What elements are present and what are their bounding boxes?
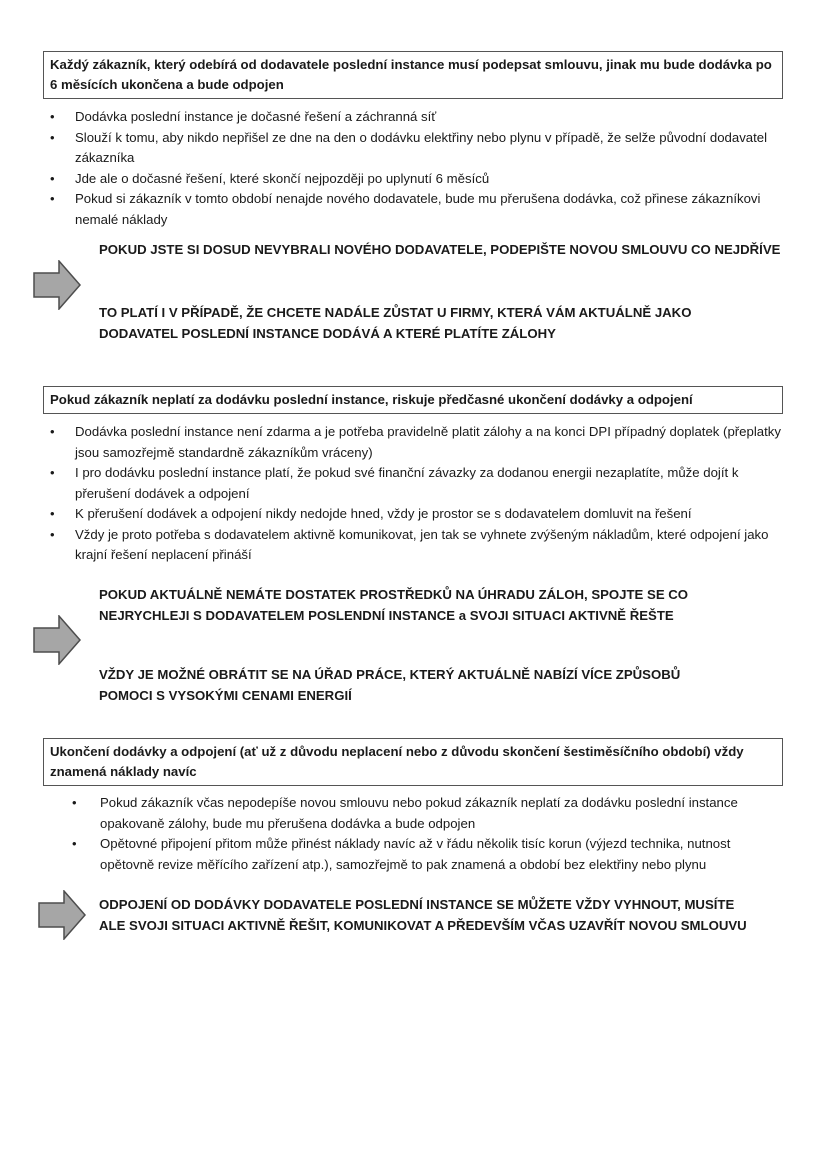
right-arrow-icon xyxy=(33,260,81,310)
list-item: • Slouží k tomu, aby nikdo nepřišel ze dne na den o dodávku elektřiny nebo plynu v případě, že selže původní dodavatel zákazníka xyxy=(50,129,768,165)
bullet-icon: • xyxy=(50,170,55,186)
list-item: • Pokud si zákazník v tomto období nenajde nového dodavatele, bude mu přerušena dodávka, což přinese zákazníkovi nemalé náklady xyxy=(50,191,761,227)
bullet-icon: • xyxy=(50,424,55,439)
section-2-bullet-list xyxy=(50,422,785,566)
list-item: • Pokud zákazník včas nepodepíše novou smlouvu nebo pokud zákazník neplatí za dodávku poslední instance opakovaně zálohy, bude mu přerušena dodávka a bude odpojen xyxy=(72,795,738,831)
bullet-icon: • xyxy=(50,506,55,521)
section-1-callout-1: POKUD JSTE SI DOSUD NEVYBRALI NOVÉHO DODAVATELE, PODEPIŠTE NOVOU SMLOUVU CO NEJDŘÍVE xyxy=(99,242,781,257)
bullet-icon: • xyxy=(50,526,55,542)
section-2-callout-1: POKUD AKTUÁLNĚ NEMÁTE DOSTATEK PROSTŘEDKŮ NA ÚHRADU ZÁLOH, SPOJTE SE CO NEJRYCHLEJI S DODAVATELEM POSLENDNÍ INSTANCE a SVOJI SITUACI AKTIVNĚ ŘEŠTE xyxy=(99,587,689,623)
list-item: • Dodávka poslední instance není zdarma a je potřeba pravidelně platit zálohy a na konci DPI případný doplatek (přeplatky jsou samozřejmě standardně zákazníkům vráceny) xyxy=(50,424,781,460)
right-arrow-icon xyxy=(33,615,81,665)
list-item: • Vždy je proto potřeba s dodavatelem aktivně komunikovat, jen tak se vyhnete zvýšeným nákladům, které odpojení jako krajní řešení neplacení přináší xyxy=(50,526,769,562)
bullet-icon: • xyxy=(50,191,55,206)
bullet-icon: • xyxy=(50,465,55,480)
bullet-icon: • xyxy=(72,795,77,810)
bullet-icon: • xyxy=(50,109,55,124)
section-1-callout-2: TO PLATÍ I V PŘÍPADĚ, ŽE CHCETE NADÁLE ZŮSTAT U FIRMY, KTERÁ VÁM AKTUÁLNĚ JAKO DODAVATEL POSLEDNÍ INSTANCE DODÁVÁ A KTERÉ PLATÍTE ZÁLOHY xyxy=(99,305,692,341)
section-2-callout-2: VŽDY JE MOŽNÉ OBRÁTIT SE NA ÚŘAD PRÁCE, KTERÝ AKTUÁLNĚ NABÍZÍ VÍCE ZPŮSOBŮ POMOCI S VYSOKÝMI CENAMI ENERGIÍ xyxy=(99,667,681,703)
right-arrow-icon xyxy=(38,890,86,940)
list-item: • Opětovné připojení přitom může přinést náklady navíc až v řádu několik tisíc korun (výjezd technika, nutnost opětovně revize měřícího zařízení atp.), samozřejmě to pak znamená a období bez elektřiny nebo plynu xyxy=(72,836,731,872)
bullet-icon: • xyxy=(72,836,77,851)
list-item: • Dodávka poslední instance je dočasné řešení a záchranná síť xyxy=(50,107,785,128)
section-2-header: Pokud zákazník neplatí za dodávku poslední instance, riskuje předčasné ukončení dodávky a odpojení xyxy=(43,386,783,414)
section-3-bullet-list xyxy=(52,793,785,875)
list-item: • Jde ale o dočasné řešení, které skončí nejpozději po uplynutí 6 měsíců xyxy=(50,169,785,190)
section-1-header: Každý zákazník, který odebírá od dodavatele poslední instance musí podepsat smlouvu, jinak mu bude dodávka po 6 měsících ukončena a bude odpojen xyxy=(43,51,783,99)
section-3-callout-1: ODPOJENÍ OD DODÁVKY DODAVATELE POSLEDNÍ INSTANCE SE MŮŽETE VŽDY VYHNOUT, MUSÍTE ALE SVOJI SITUACI AKTIVNĚ ŘEŠIT, KOMUNIKOVAT A PŘEDEVŠÍM VČAS UZAVŘÍT NOVOU SMLOUVU xyxy=(99,897,747,933)
list-item: • I pro dodávku poslední instance platí, že pokud své finanční závazky za dodanou energii nezaplatíte, může dojít k přerušení dodávek a odpojení xyxy=(50,465,739,501)
list-item: • K přerušení dodávek a odpojení nikdy nedojde hned, vždy je prostor se s dodavatelem domluvit na řešení xyxy=(50,504,785,525)
bullet-icon: • xyxy=(50,129,55,145)
section-3-header: Ukončení dodávky a odpojení (ať už z důvodu neplacení nebo z důvodu skončení šestiměsíčního období) vždy znamená náklady navíc xyxy=(43,738,783,786)
section-1-bullet-list xyxy=(50,107,785,230)
